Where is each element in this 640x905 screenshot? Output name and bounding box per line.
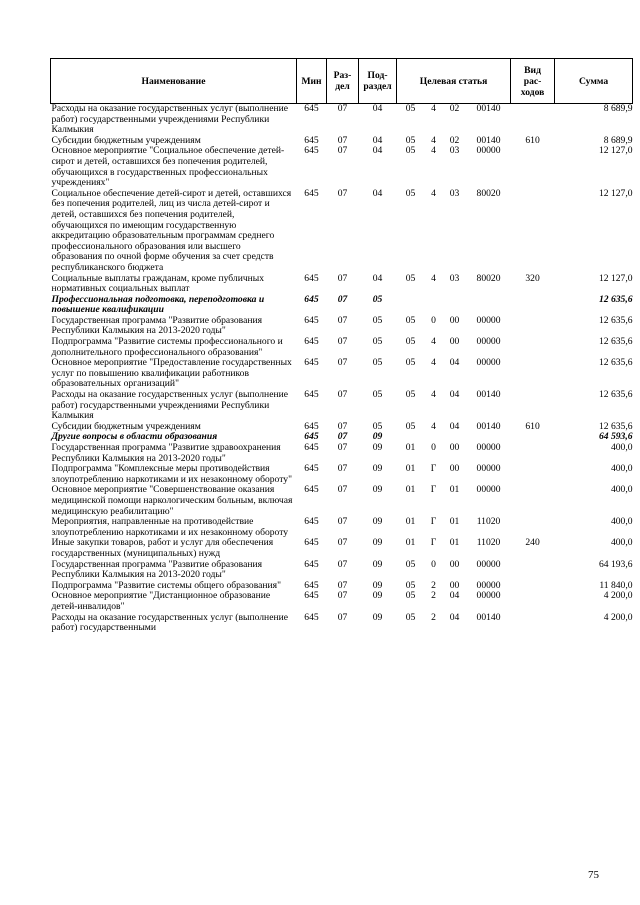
col-header-target-article: Целевая статья (397, 59, 511, 104)
cell-subsection: 09 (372, 579, 383, 591)
cell-ministry: 645 (304, 187, 319, 199)
cell-target-program: 05 (405, 579, 416, 591)
table-row (51, 189, 633, 274)
cell-expense-type (511, 581, 555, 592)
table-row (51, 560, 633, 581)
table-row (51, 295, 633, 316)
cell-sum: 400,0 (610, 463, 633, 475)
cell-name: Профессиональная подготовка, переподготовка и повышение квалификации (51, 293, 265, 316)
cell-target-activity: 00 (449, 463, 460, 475)
cell-target-direction: 00000 (476, 357, 501, 369)
table-row (51, 613, 633, 634)
cell-target-direction (467, 295, 511, 316)
cell-target-activity: 02 (449, 103, 460, 114)
cell-name: Расходы на оказание государственных услуг (выполнение работ) государственными учреждениями Республики Калмыкия (51, 103, 288, 136)
cell-target-direction: 00000 (476, 145, 501, 157)
cell-sum: 400,0 (610, 442, 633, 453)
cell-target-subprogram: 2 (431, 579, 436, 591)
cell-target-subprogram: 4 (431, 420, 436, 432)
table-row (51, 464, 633, 485)
cell-ministry: 645 (304, 442, 319, 453)
cell-target-direction: 00140 (476, 420, 501, 432)
cell-section: 07 (337, 187, 348, 199)
cell-subsection: 09 (372, 484, 383, 496)
cell-section: 07 (337, 590, 348, 602)
table-row (51, 591, 633, 612)
col-header-min: Мин (297, 59, 327, 104)
cell-target-subprogram: Г (430, 484, 437, 496)
cell-sum: 400,0 (610, 484, 633, 496)
cell-target-activity: 01 (449, 516, 460, 528)
cell-subsection: 09 (372, 558, 383, 570)
cell-name: Основное мероприятие "Социальное обеспечение детей-сирот и детей, оставшихся без попечения родителей, обучающихся в государственных профессиональных учреждениях" (51, 145, 285, 189)
cell-expense-type (511, 189, 555, 274)
cell-section: 07 (337, 463, 348, 475)
cell-ministry: 645 (304, 590, 319, 602)
table-row (51, 146, 633, 188)
cell-name: Основное мероприятие "Предоставление государственных услуг по повышению квалификации работников образовательных организаций" (51, 357, 292, 390)
cell-target-direction: 00000 (476, 484, 501, 496)
cell-target-direction: 00000 (476, 579, 501, 591)
cell-sum: 400,0 (610, 516, 633, 528)
cell-target-direction: 11020 (476, 516, 501, 528)
cell-target-program: 05 (405, 145, 416, 157)
cell-sum: 8 689,9 (603, 134, 633, 146)
cell-target-direction: 80020 (476, 187, 501, 199)
cell-target-direction: 00140 (476, 103, 501, 114)
cell-target-program: 01 (405, 537, 416, 549)
table-row (51, 274, 633, 295)
cell-name: Субсидии бюджетным учреждениям (51, 134, 201, 146)
cell-subsection: 05 (372, 336, 383, 348)
cell-section: 07 (337, 579, 348, 591)
cell-target-subprogram: 4 (431, 187, 436, 199)
cell-subsection: 05 (372, 357, 383, 369)
cell-ministry: 645 (304, 611, 319, 623)
cell-expense-type (511, 432, 555, 443)
cell-section: 07 (337, 431, 348, 443)
cell-name: Основное мероприятие "Совершенствование оказания медицинской помощи наркологическим больным, включая медицинскую реабилитацию" (51, 484, 293, 517)
cell-sum: 12 635,6 (598, 314, 633, 326)
cell-target-activity: 01 (449, 484, 460, 496)
page-number: 75 (588, 869, 599, 881)
cell-subsection: 05 (372, 389, 383, 401)
cell-target-activity: 00 (449, 579, 460, 591)
cell-subsection: 04 (372, 187, 383, 199)
cell-expense-type: 320 (525, 272, 540, 284)
cell-ministry: 645 (304, 272, 319, 284)
cell-target-direction: 00000 (476, 558, 501, 570)
cell-target-program: 01 (405, 484, 416, 496)
cell-expense-type (511, 104, 555, 136)
cell-target-subprogram: 0 (431, 442, 436, 453)
cell-name: Подпрограмма "Развитие системы профессионального и дополнительного профессионального образования" (51, 336, 283, 358)
cell-expense-type: 610 (525, 134, 540, 146)
cell-subsection: 09 (372, 537, 383, 549)
cell-expense-type (511, 560, 555, 581)
cell-target-subprogram: 2 (431, 590, 436, 602)
cell-target-program: 05 (405, 558, 416, 570)
cell-target-activity: 00 (449, 314, 460, 326)
cell-section: 07 (337, 293, 348, 305)
cell-target-program: 05 (405, 590, 416, 602)
cell-ministry: 645 (304, 537, 319, 549)
cell-sum: 4 200,0 (603, 590, 633, 602)
cell-sum: 12 127,0 (598, 145, 633, 157)
cell-target-program: 01 (405, 463, 416, 475)
cell-target-activity: 04 (449, 357, 460, 369)
cell-section: 07 (337, 314, 348, 326)
cell-target-activity: 04 (449, 590, 460, 602)
cell-expense-type: 240 (525, 537, 540, 549)
cell-sum: 12 635,6 (598, 357, 633, 369)
cell-name: Подпрограмма "Комплексные меры противодействия злоупотреблению наркотиками и их незаконному обороту" (51, 463, 292, 485)
cell-name: Основное мероприятие "Дистанционное образование детей-инвалидов" (51, 590, 271, 612)
table-row (51, 443, 633, 464)
cell-target-subprogram (425, 295, 443, 316)
cell-sum: 64 193,6 (598, 558, 633, 570)
cell-target-program: 01 (405, 442, 416, 453)
cell-ministry: 645 (304, 145, 319, 157)
cell-expense-type (511, 390, 555, 422)
cell-target-direction: 00140 (476, 611, 501, 623)
cell-target-program (397, 295, 425, 316)
cell-target-program: 05 (405, 314, 416, 326)
cell-target-program: 05 (405, 103, 416, 114)
cell-subsection: 09 (372, 463, 383, 475)
cell-name: Государственная программа "Развитие здравоохранения Республики Калмыкия на 2013-2020 годы" (51, 442, 281, 464)
cell-target-subprogram: 4 (431, 357, 436, 369)
cell-subsection: 04 (372, 103, 383, 114)
cell-target-program: 05 (405, 611, 416, 623)
cell-subsection: 04 (372, 134, 383, 146)
cell-target-program: 05 (405, 389, 416, 401)
cell-subsection: 05 (372, 293, 383, 305)
cell-section: 07 (337, 134, 348, 146)
cell-ministry: 645 (304, 516, 319, 528)
cell-section: 07 (337, 103, 348, 114)
cell-ministry: 645 (304, 431, 319, 443)
cell-target-direction: 00000 (476, 463, 501, 475)
cell-target-activity: 00 (449, 558, 460, 570)
cell-target-subprogram: 0 (431, 558, 436, 570)
cell-subsection: 09 (372, 442, 383, 453)
cell-target-program: 05 (405, 357, 416, 369)
cell-ministry: 645 (304, 463, 319, 475)
cell-target-subprogram: Г (430, 463, 437, 475)
table-row (51, 485, 633, 517)
cell-subsection: 05 (372, 420, 383, 432)
cell-ministry: 645 (304, 293, 319, 305)
cell-ministry: 645 (304, 558, 319, 570)
table-row (51, 517, 633, 538)
cell-target-subprogram: 4 (431, 272, 436, 284)
cell-expense-type (511, 316, 555, 337)
cell-section: 07 (337, 357, 348, 369)
cell-subsection: 09 (372, 516, 383, 528)
cell-ministry: 645 (304, 134, 319, 146)
cell-target-activity: 04 (449, 389, 460, 401)
cell-sum: 12 127,0 (598, 187, 633, 199)
col-header-razdel: Раз- дел (327, 59, 359, 104)
cell-target-program: 05 (405, 420, 416, 432)
budget-table (50, 58, 633, 634)
table-row (51, 337, 633, 358)
cell-target-subprogram: Г (430, 537, 437, 549)
table-row (51, 538, 633, 559)
table-row (51, 390, 633, 422)
cell-sum: 400,0 (610, 537, 633, 549)
cell-ministry: 645 (304, 420, 319, 432)
cell-subsection: 05 (372, 314, 383, 326)
col-header-expense-type: Вид рас- ходов (511, 59, 555, 104)
cell-name: Расходы на оказание государственных услуг (выполнение работ) государственными учреждениями Республики Калмыкия (51, 389, 288, 422)
cell-section: 07 (337, 537, 348, 549)
cell-target-activity: 03 (449, 272, 460, 284)
cell-sum: 8 689,9 (603, 103, 633, 114)
cell-target-direction: 00000 (476, 314, 501, 326)
cell-sum: 12 635,6 (598, 336, 633, 348)
cell-target-activity: 03 (449, 187, 460, 199)
cell-target-subprogram: 4 (431, 389, 436, 401)
cell-section: 07 (337, 145, 348, 157)
cell-section: 07 (337, 272, 348, 284)
cell-sum: 64 593,6 (598, 431, 633, 443)
cell-name: Субсидии бюджетным учреждениям (51, 420, 201, 432)
cell-expense-type (511, 485, 555, 517)
cell-sum: 12 635,6 (598, 389, 633, 401)
cell-expense-type (511, 613, 555, 634)
cell-name: Подпрограмма "Развитие системы общего образования" (51, 579, 281, 591)
cell-section: 07 (337, 336, 348, 348)
cell-expense-type (511, 443, 555, 464)
table-body (51, 104, 633, 634)
cell-expense-type (511, 146, 555, 188)
cell-target-activity: 00 (449, 336, 460, 348)
cell-ministry: 645 (304, 389, 319, 401)
cell-subsection: 04 (372, 272, 383, 284)
cell-target-program: 01 (405, 516, 416, 528)
cell-target-subprogram: 4 (431, 103, 436, 114)
cell-ministry: 645 (304, 336, 319, 348)
table-row (51, 358, 633, 390)
cell-target-program: 05 (405, 336, 416, 348)
cell-section: 07 (337, 558, 348, 570)
cell-target-program: 05 (405, 272, 416, 284)
cell-ministry: 645 (304, 314, 319, 326)
cell-sum: 12 127,0 (598, 272, 633, 284)
col-header-sum: Сумма (555, 59, 633, 104)
cell-ministry: 645 (304, 579, 319, 591)
cell-target-direction: 11020 (476, 537, 501, 549)
cell-target-activity: 04 (449, 420, 460, 432)
cell-section: 07 (337, 611, 348, 623)
cell-target-activity: 01 (449, 537, 460, 549)
cell-expense-type (511, 358, 555, 390)
table-header-row (51, 59, 633, 104)
cell-target-program: 05 (405, 187, 416, 199)
cell-target-direction: 00000 (476, 336, 501, 348)
cell-target-activity: 00 (449, 442, 460, 453)
cell-subsection: 09 (372, 431, 383, 443)
cell-section: 07 (337, 484, 348, 496)
table-row (51, 316, 633, 337)
cell-subsection: 04 (372, 145, 383, 157)
cell-ministry: 645 (304, 103, 319, 114)
cell-subsection: 09 (372, 590, 383, 602)
cell-name: Государственная программа "Развитие образования Республики Калмыкия на 2013-2020 годы" (51, 314, 263, 337)
cell-name: Расходы на оказание государственных услуг (выполнение работ) государственными (51, 611, 288, 634)
cell-target-direction: 80020 (476, 272, 501, 284)
cell-target-subprogram: 4 (431, 134, 436, 146)
cell-name: Иные закупки товаров, работ и услуг для обеспечения государственных (муниципальных) нужд (51, 537, 274, 559)
cell-name: Социальные выплаты гражданам, кроме публичных нормативных социальных выплат (51, 272, 265, 295)
cell-target-subprogram: 4 (431, 145, 436, 157)
cell-name: Мероприятия, направленные на противодействие злоупотреблению наркотиками и их незаконному обороту (51, 516, 289, 538)
cell-ministry: 645 (304, 357, 319, 369)
table-row (51, 104, 633, 136)
cell-name: Другие вопросы в области образования (51, 431, 218, 443)
cell-target-direction: 00000 (476, 442, 501, 453)
cell-name: Социальное обеспечение детей-сирот и детей, оставшихся без попечения родителей, лиц из числа детей-сирот и детей, оставшихся без попечения родителей, обучающихся по имеющим государственную аккредитацию образовательным программам среднего профессионального образования или высшего образования по очной форме обучения за счет средств республиканского бюджета (51, 187, 292, 273)
cell-target-direction: 00000 (476, 590, 501, 602)
col-header-name: Наименование (51, 59, 297, 104)
cell-target-subprogram: 2 (431, 611, 436, 623)
cell-expense-type (511, 517, 555, 538)
cell-expense-type (511, 591, 555, 612)
cell-sum: 11 840,0 (599, 579, 633, 591)
cell-target-program: 05 (405, 134, 416, 146)
cell-section: 07 (337, 516, 348, 528)
cell-target-activity: 03 (449, 145, 460, 157)
cell-name: Государственная программа "Развитие образования Республики Калмыкия на 2013-2020 годы" (51, 558, 263, 581)
cell-target-subprogram: 4 (431, 336, 436, 348)
cell-section: 07 (337, 389, 348, 401)
cell-subsection: 09 (372, 611, 383, 623)
cell-section: 07 (337, 442, 348, 453)
cell-expense-type: 610 (525, 420, 540, 432)
cell-section: 07 (337, 420, 348, 432)
cell-target-direction: 00140 (476, 134, 501, 146)
cell-expense-type (511, 464, 555, 485)
col-header-podrazdel: Под- раздел (359, 59, 397, 104)
cell-expense-type (511, 337, 555, 358)
cell-target-subprogram: 0 (431, 314, 436, 326)
cell-target-activity: 04 (449, 611, 460, 623)
cell-target-direction: 00140 (476, 389, 501, 401)
cell-sum: 12 635,6 (598, 420, 633, 432)
cell-sum: 12 635,6 (598, 293, 633, 305)
cell-expense-type (511, 295, 555, 316)
cell-target-subprogram: Г (430, 516, 437, 528)
cell-ministry: 645 (304, 484, 319, 496)
cell-target-activity (443, 295, 467, 316)
cell-target-activity: 02 (449, 134, 460, 146)
cell-sum: 4 200,0 (603, 611, 633, 623)
